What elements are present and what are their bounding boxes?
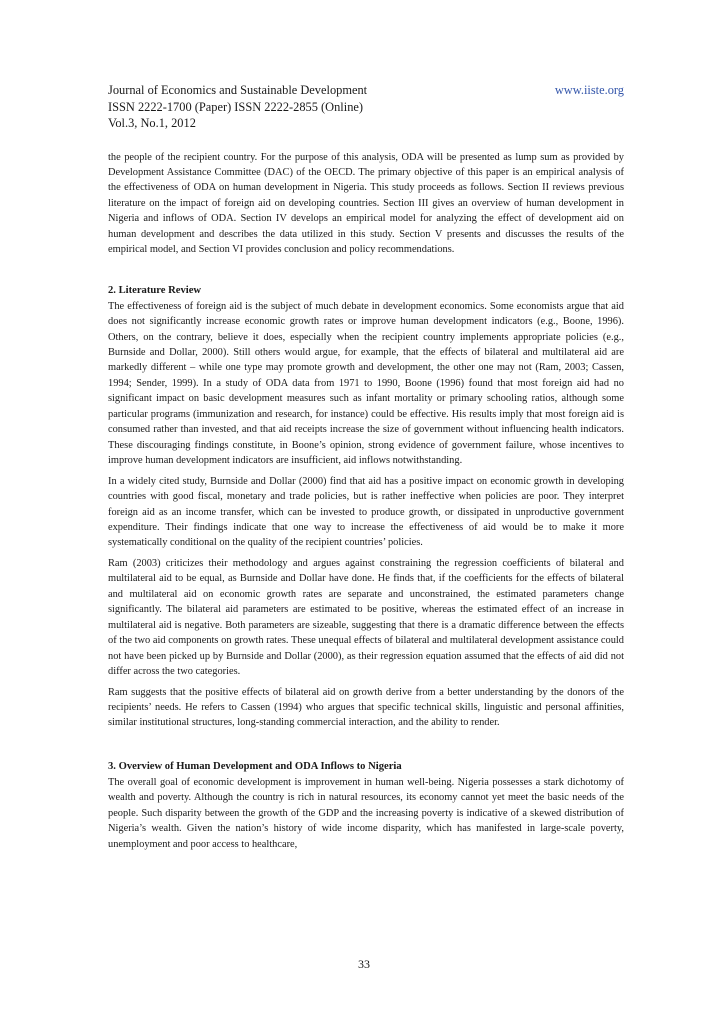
section-2-paragraph-4: Ram suggests that the positive effects of bilateral aid on growth derive from a better understanding by the donors of the recipients’ needs. He refers to Cassen (1994) who argues that specific technical skills, linguistic and personal affinities, similar institutional structures, long-standing commercial interaction, and the ability to render.	[108, 686, 624, 729]
journal-title: Journal of Economics and Sustainable Development	[108, 83, 368, 97]
section-2-paragraph-2: In a widely cited study, Burnside and Dollar (2000) find that aid has a positive impact on economic growth in developing countries with good fiscal, monetary and trade policies, but is rather ineffective when policies are poor. They interpret foreign aid as an income transfer, which can be invested to produce growth, or dissipated in unproductive government expenditure. Their findings indicate that one way to increase the effectiveness of aid would be to make it more systematically conditional on the quality of the recipient countries’ policies.	[108, 475, 624, 549]
page-content	[108, 82, 624, 852]
section-3-paragraph-1: The overall goal of economic development is improvement in human well-being. Nigeria possesses a stark dichotomy of wealth and poverty. Although the country is rich in natural resources, its economy cannot yet meet the basic needs of the people. Such disparity between the growth of the GDP and the increasing poverty is indicative of a skewed distribution of Nigeria’s wealth. Given the nation’s history of wide income disparity, which has manifested in large-scale poverty, unemployment and poor access to healthcare,	[108, 776, 624, 850]
section-2-paragraph-1: The effectiveness of foreign aid is the subject of much debate in development economics. Some economists argue that aid does not significantly increase economic growth rates or improve human development indicators (e.g., Boone, 1996). Others, on the contrary, believe it does, especially when the recipient country implements appropriate policies (e.g., Burnside and Dollar, 2000). Still others would argue, for example, that the effects of bilateral and multilateral aid are markedly different – while one type may promote growth and development, the other one may not (Ram, 2003; Cassen, 1994; Sender, 1999). In a study of ODA data from 1971 to 1990, Boone (1996) found that most foreign aid had no significant impact on basic development measures such as infant mortality or primary schooling ratios, although some particular programs (immunization and research, for instance) could be effective. His results imply that most foreign aid is consumed rather than invested, and that aid receipts increase the size of government without influencing health indicators. These discouraging findings constitute, in Boone’s opinion, strong evidence of government failure, whose incentives to improve human development indicators are insufficient, aid inflows notwithstanding.	[108, 300, 624, 467]
section-3-heading: 3. Overview of Human Development and ODA Inflows to Nigeria	[108, 760, 402, 772]
page-number: 33	[358, 957, 370, 971]
journal-url-link[interactable]: www.iiste.org	[554, 83, 624, 97]
journal-header	[108, 82, 624, 132]
section-2-heading: 2. Literature Review	[108, 284, 202, 296]
intro-paragraph: the people of the recipient country. For the purpose of this analysis, ODA will be presented as lump sum as provided by Development Assistance Committee (DAC) of the OECD. The primary objective of this paper is an empirical analysis of the effectiveness of ODA on human development in Nigeria. This study proceeds as follows. Section II reviews previous literature on the impact of foreign aid on developing countries. Section III gives an overview of human development in Nigeria and inflows of ODA. Section IV develops an empirical model for analyzing the effect of development aid on human development and describes the data utilized in this study. Section V presents and discusses the results of the empirical model, and Section VI provides conclusion and policy recommendations.	[108, 151, 624, 256]
section-2-paragraph-3: Ram (2003) criticizes their methodology and argues against constraining the regression coefficients of bilateral and multilateral aid to be equal, as Burnside and Dollar have done. He finds that, if the coefficients for the effects of bilateral and multilateral aid on economic growth rates are separate and unconstrained, the estimated parameters change significantly. The bilateral aid parameters are estimated to be positive, whereas the estimated effect of an increase in multilateral aid is negative. Both parameters are sizeable, suggesting that there is a dramatic difference between the effects of the two aid components on growth rates. These unequal effects of bilateral and multilateral development assistance could not have been picked up by Burnside and Dollar (2000), as their regression equation assumed that the effects of aid did not differ across the two categories.	[108, 557, 624, 678]
journal-volume: Vol.3, No.1, 2012	[108, 116, 196, 130]
journal-issn: ISSN 2222-1700 (Paper) ISSN 2222-2855 (Online)	[108, 99, 364, 114]
